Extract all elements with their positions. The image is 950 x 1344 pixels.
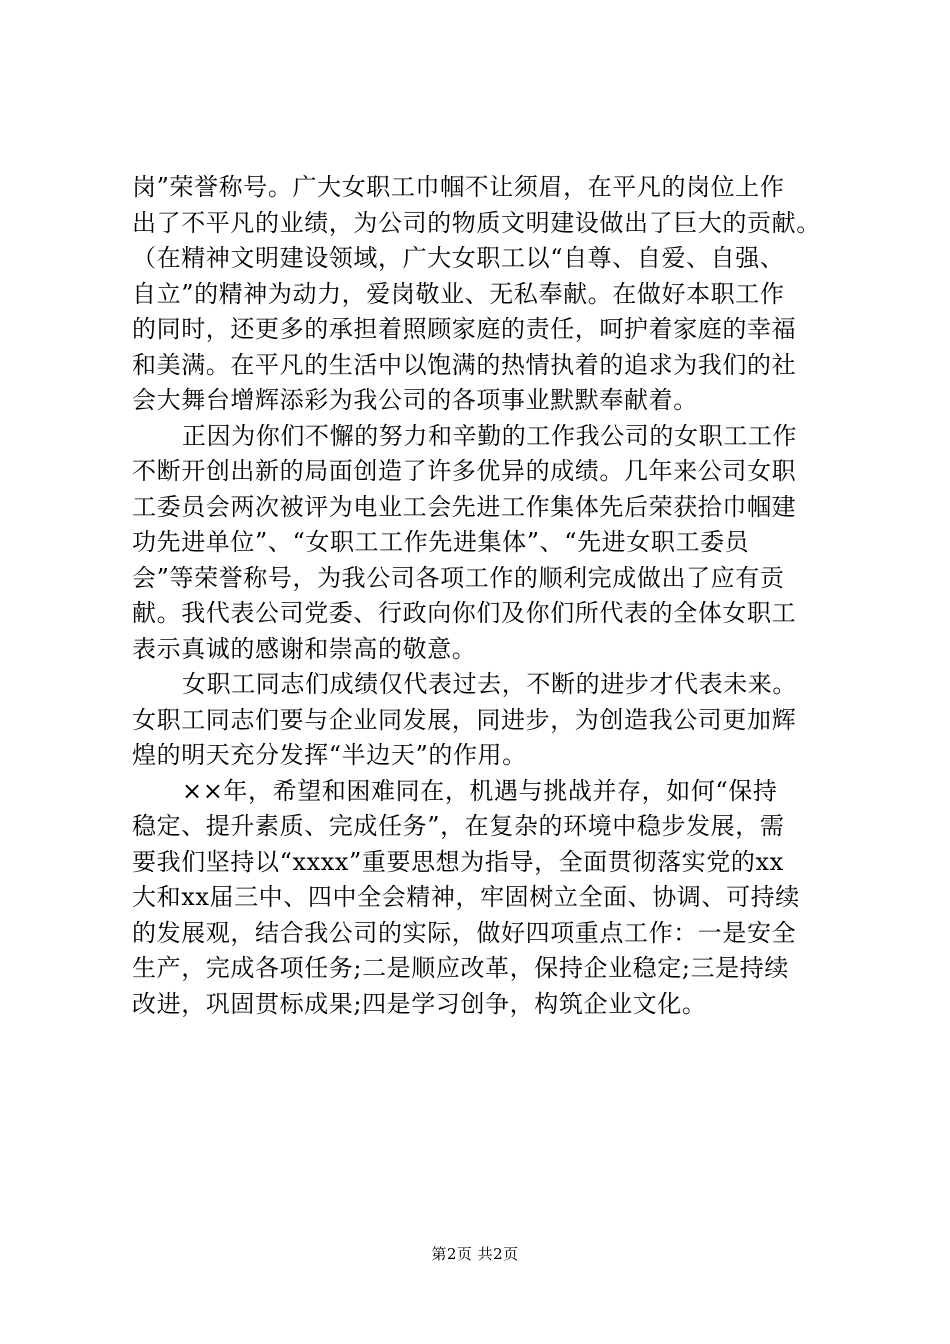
page-number-footer: 第2页 共2页 <box>431 1245 519 1263</box>
text-line: 女职工同志们要与企业同发展，同进步，为创造我公司更加辉 <box>132 705 797 734</box>
text-line: 工委员会两次被评为电业工会先进工作集体先后荣获拾巾帼建 <box>132 492 797 521</box>
text-line: 生产，完成各项任务;二是顺应改革，保持企业稳定;三是持续 <box>132 954 789 982</box>
text-line: 不断开创出新的局面创造了许多优异的成绩。几年来公司女职 <box>132 457 797 485</box>
paragraph-start-line: 女职工同志们成绩仅代表过去，不断的进步才代表未来。 <box>182 670 797 698</box>
text-line: 大和xx届三中、四中全会精神，牢固树立全面、协调、可持续 <box>132 883 800 911</box>
text-line: 会”等荣誉称号，为我公司各项工作的顺利完成做出了应有贡 <box>132 563 785 592</box>
text-line: 出了不平凡的业绩，为公司的物质文明建设做出了巨大的贡献。 <box>132 208 821 237</box>
paragraph-start-line: 正因为你们不懈的努力和辛勤的工作我公司的女职工工作 <box>182 421 797 450</box>
text-line: 岗”荣誉称号。广大女职工巾帼不让须眉，在平凡的岗位上作 <box>132 173 785 201</box>
text-line: 要我们坚持以“xxxx”重要思想为指导，全面贯彻落实党的xx <box>132 847 784 876</box>
text-line: 的发展观，结合我公司的实际，做好四项重点工作：一是安全 <box>132 918 797 947</box>
text-line: 改进，巩固贯标成果;四是学习创争，构筑企业文化。 <box>132 989 707 1018</box>
text-line: 煌的明天充分发挥“半边天”的作用。 <box>132 741 527 769</box>
text-line: 献。我代表公司党委、行政向你们及你们所代表的全体女职工 <box>132 599 797 627</box>
text-line: 的同时，还更多的承担着照顾家庭的责任，呵护着家庭的幸福 <box>132 315 797 343</box>
document-body <box>132 170 844 1022</box>
paragraph-start-line: ××年，希望和困难同在，机遇与挑战并存，如何“保持 <box>182 776 778 805</box>
text-line: （在精神文明建设领域，广大女职工以“自尊、自爱、自强、 <box>132 244 785 272</box>
text-line: 自立”的精神为动力，爱岗敬业、无私奉献。在做好本职工作 <box>132 279 785 308</box>
text-line: 和美满。在平凡的生活中以饱满的热情执着的追求为我们的社 <box>132 350 797 379</box>
text-line: 功先进单位”、“女职工工作先进集体”、“先进女职工委员 <box>132 528 750 556</box>
text-line: 稳定、提升素质、完成任务”，在复杂的环境中稳步发展，需 <box>132 812 785 840</box>
text-line: 会大舞台增辉添彩为我公司的各项事业默默奉献着。 <box>132 386 698 414</box>
text-line: 表示真诚的感谢和崇高的敬意。 <box>132 634 477 663</box>
